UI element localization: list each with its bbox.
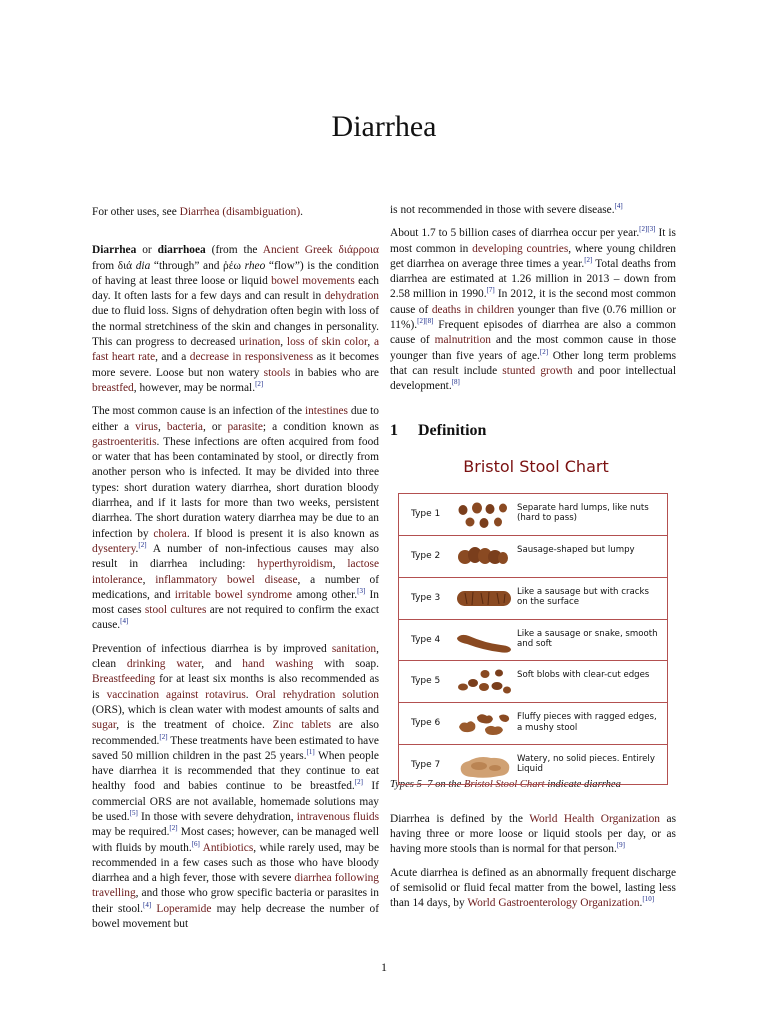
reference-link[interactable]: [2] — [584, 256, 593, 265]
chart-row — [399, 577, 667, 619]
paragraph — [390, 812, 676, 858]
type-label: Type 2 — [411, 551, 441, 562]
text-run: is not recommended in those with severe disease. — [390, 204, 615, 216]
wiki-link[interactable]: gastroenteritis — [92, 435, 157, 448]
text-run: or — [136, 244, 158, 257]
hatnote-suffix: . — [300, 206, 304, 218]
left-paragraphs — [92, 243, 379, 932]
reference-link[interactable]: [10] — [642, 895, 655, 904]
text-run: . — [639, 897, 643, 910]
wiki-link[interactable]: lactose intolerance — [92, 558, 379, 586]
page-title: Diarrhea — [331, 110, 437, 143]
reference-link[interactable]: [2] — [169, 824, 178, 833]
reference-link[interactable]: [4] — [614, 202, 623, 211]
wiki-link[interactable]: inflammatory bowel disease — [155, 573, 298, 586]
text-run: are also recommended. — [92, 719, 379, 747]
chart-table — [398, 493, 668, 785]
text-run: In those with severe dehydration, — [137, 810, 297, 823]
text-run: may be required. — [92, 826, 170, 839]
wiki-link[interactable]: bowel movements — [271, 274, 355, 287]
section-heading-definition — [390, 423, 676, 443]
text-run: These treatments have been estimated to have saved 50 million children in the past 25 years. — [92, 734, 379, 762]
wiki-link[interactable]: decrease in responsiveness — [189, 351, 314, 364]
bold-term: Diarrhea — [92, 244, 137, 257]
section-title: Definition — [418, 421, 487, 439]
text-run: , — [280, 336, 287, 349]
text-run: Other long term problems that can result include — [390, 349, 676, 377]
type-label: Type 3 — [411, 592, 441, 603]
chart-row — [399, 535, 667, 577]
text-run: “flow”) is the condition of having at least three loose or liquid — [92, 259, 379, 287]
left-column — [92, 205, 379, 940]
text-run: as it becomes more severe. Loose but non watery — [92, 351, 379, 379]
wiki-link[interactable]: dehydration — [324, 290, 379, 303]
text-run: Total deaths from diarrhea are estimated at 1.26 million in 2013 – down from 2.58 million in 1990. — [390, 257, 676, 301]
text-run: , and those who grow specific bacteria or parasites in their stool. — [92, 887, 379, 915]
wiki-link[interactable]: hyperthyroidism — [257, 558, 333, 571]
paragraph — [390, 203, 676, 218]
chart-row — [399, 660, 667, 702]
hatnote — [92, 205, 379, 220]
reference-link[interactable]: [2] — [539, 347, 549, 356]
wiki-link[interactable]: loss of skin color — [286, 336, 368, 349]
text-run: and the most common cause in those younger than five years of age. — [390, 334, 677, 362]
wiki-link[interactable]: διάρροια — [338, 244, 380, 257]
text-run: as having three or more loose or liquid stools per day, or as having more stools than is normal for that person. — [390, 812, 677, 856]
text-run: among other. — [292, 588, 358, 601]
text-run: In most cases — [92, 588, 380, 617]
text-run: A number of non-infectious causes may also result in diarrhea including: — [92, 542, 379, 571]
paragraph — [390, 226, 676, 394]
soft-blobs-icon — [455, 665, 513, 698]
text-run: . — [245, 688, 256, 701]
text-run: in babies who are — [290, 366, 379, 379]
text-run: , clean — [92, 642, 379, 671]
type-label: Type 4 — [411, 634, 441, 645]
type-description: Like a sausage or snake, smooth and soft — [517, 628, 658, 650]
text-run: , — [332, 558, 348, 571]
reference-link[interactable]: [5] — [129, 809, 138, 818]
type-description: Like a sausage but with cracks on the surface — [517, 586, 649, 608]
paragraph — [390, 866, 676, 912]
wiki-link[interactable]: Zinc tablets — [272, 719, 332, 732]
text-run: due to either a — [92, 405, 379, 433]
wiki-link[interactable]: World Gastroenterology Organization — [467, 897, 640, 910]
bristol-stool-chart — [390, 456, 676, 777]
wiki-link[interactable]: dysentery — [92, 542, 136, 555]
cracked-sausage-icon — [455, 582, 513, 615]
wiki-link[interactable]: deaths in children — [431, 303, 515, 316]
reference-link[interactable]: [8] — [451, 378, 460, 387]
text-run: About 1.7 to 5 billion cases of diarrhea occur per year. — [390, 227, 640, 240]
text-run: are not required to confirm the exact cause. — [92, 604, 379, 632]
text-run: “through” and ῥέω — [150, 259, 245, 272]
type-label: Type 7 — [411, 759, 441, 770]
italic-term: dia — [135, 259, 151, 272]
reference-link[interactable]: [6] — [191, 839, 200, 848]
chart-row — [399, 744, 667, 786]
wiki-link[interactable]: intravenous fluids — [296, 810, 379, 823]
wiki-link[interactable]: bacteria — [166, 420, 203, 433]
italic-term: rheo — [244, 259, 266, 272]
text-run: indicate diarrhea — [544, 778, 621, 790]
wiki-link[interactable]: a fast heart rate — [92, 336, 379, 364]
wiki-link[interactable]: irritable bowel syndrome — [174, 588, 293, 601]
text-run: In 2012, it is the second most common cause of — [390, 288, 676, 316]
watery-stool-icon — [455, 749, 513, 782]
separate-lumps-icon — [455, 498, 513, 531]
wiki-link[interactable]: developing countries — [472, 242, 569, 255]
reference-link[interactable]: [2] — [138, 541, 147, 550]
text-run: Most cases; however, can be managed well with fluids by mouth. — [92, 826, 379, 854]
text-run: ; a condition known as — [262, 420, 379, 433]
text-run: . — [135, 542, 139, 555]
type-label: Type 1 — [411, 508, 441, 519]
wiki-link[interactable]: drinking water — [126, 658, 202, 671]
chart-title: Bristol Stool Chart — [463, 456, 609, 476]
wiki-link[interactable]: virus — [135, 420, 158, 433]
wiki-link[interactable]: intestines — [304, 405, 348, 418]
wiki-link[interactable]: stunted growth — [502, 364, 573, 377]
paragraph — [92, 642, 379, 933]
reference-link[interactable]: [7] — [486, 286, 495, 295]
wiki-link[interactable]: diarrhea following travelling — [92, 872, 379, 900]
paragraph — [92, 404, 379, 633]
right-bottom-paragraphs — [390, 812, 676, 912]
paragraph — [92, 243, 379, 396]
reference-link[interactable]: [2][3] — [639, 225, 656, 234]
text-run: , — [142, 573, 156, 586]
text-run: , where young children get diarrhea on average three times a year. — [390, 242, 676, 270]
wiki-link[interactable]: cholera — [153, 527, 187, 540]
text-run: Prevention of infectious diarrhea is by improved — [92, 642, 332, 655]
text-run: (ORS), which is clean water with modest amounts of salts and — [92, 703, 379, 716]
text-run: due to fluid loss. Signs of dehydration often begin with loss of the normal stretchiness of the skin and changes in personality. This can progress to decreased — [92, 305, 379, 349]
wiki-link[interactable]: vaccination against rotavirus — [106, 688, 246, 701]
text-run: and poor intellectual development. — [390, 364, 676, 393]
chart-row — [399, 494, 667, 536]
text-run: Diarrhea is defined by the — [390, 812, 530, 825]
text-run: , a number of medications, and — [92, 573, 379, 601]
type-description: Soft blobs with clear-cut edges — [517, 670, 650, 681]
reference-link[interactable]: [3] — [357, 587, 366, 596]
chart-row — [399, 619, 667, 661]
wiki-link[interactable]: malnutrition — [434, 334, 491, 347]
wiki-link[interactable]: Breastfeeding — [92, 673, 156, 686]
reference-link[interactable]: [2] — [159, 732, 168, 741]
bold-term: diarrhoea — [157, 244, 206, 257]
wiki-link[interactable]: stools — [263, 366, 291, 379]
wiki-link[interactable]: Bristol Stool Chart — [463, 778, 545, 790]
lumpy-sausage-icon — [455, 540, 513, 573]
hatnote-text: For other uses, see — [92, 206, 180, 218]
text-run: Frequent episodes of diarrhea are also a common cause of — [390, 319, 676, 347]
wiki-link[interactable]: parasite — [227, 420, 263, 433]
text-run: When people have diarrhea it is recommended that they continue to eat healthy food and babies continue to be breastfed. — [92, 749, 379, 793]
section-number: 1 — [390, 421, 398, 439]
type-description: Fluffy pieces with ragged edges, a mushy stool — [517, 712, 657, 733]
text-run: . These infections are often acquired from food or water that has been contaminated by stool, or directly from another person who is infected. It may be divided into three types: short duration watery diarrhea, short duration bloody diarrhea, and if it lasts for more than two weeks, persistent diarrhea. The short duration watery diarrhea may be due to an infection by — [92, 435, 379, 540]
type-description: Separate hard lumps, like nuts (hard to pass) — [517, 502, 649, 524]
smooth-sausage-icon — [455, 624, 513, 657]
reference-link[interactable]: [9] — [616, 841, 625, 850]
wiki-link[interactable]: Antibiotics — [202, 841, 254, 854]
wiki-link[interactable]: Loperamide — [156, 902, 212, 915]
text-run: Types 5–7 on the — [390, 778, 464, 790]
text-run: from διά — [92, 259, 136, 272]
text-run: (from the — [205, 244, 263, 257]
chart-row — [399, 702, 667, 744]
wiki-link[interactable]: stool cultures — [144, 604, 207, 617]
wiki-link[interactable]: Ancient Greek — [262, 244, 333, 257]
text-run: , — [157, 420, 167, 433]
wiki-link[interactable]: hand washing — [242, 658, 314, 671]
text-run: , or — [202, 420, 228, 433]
text-run: , while rarely used, may be recommended in a few cases such as those who have bloody diarrhea and a high fever, those with severe — [92, 841, 379, 885]
reference-link[interactable]: [4] — [143, 900, 152, 909]
text-run: may help decrease the number of bowel movement but — [92, 902, 379, 931]
reference-link[interactable]: [1] — [306, 748, 315, 756]
text-run: The most common cause is an infection of the — [92, 405, 305, 418]
wiki-link[interactable]: World Health Organization — [529, 812, 661, 825]
reference-link[interactable]: [2] — [255, 380, 264, 389]
text-run: younger than five (0.76 million or 11%). — [390, 303, 676, 332]
wiki-link[interactable]: breastfed — [92, 381, 134, 394]
type-label: Type 6 — [411, 718, 441, 728]
text-run: Acute diarrhea is defined as an abnormally frequent discharge of semisolid or fluid fecal matter from the bowel, lasting less than 14 days, by — [390, 866, 676, 910]
disambiguation-link[interactable]: Diarrhea (disambiguation) — [179, 206, 301, 218]
wiki-link[interactable]: Oral rehydration solution — [255, 688, 380, 701]
text-run: , and a — [155, 351, 190, 364]
right-top-paragraphs — [390, 203, 676, 395]
wiki-link[interactable]: urination — [239, 336, 281, 349]
fluffy-pieces-icon — [455, 707, 513, 740]
text-run: , and — [201, 658, 243, 671]
reference-link[interactable]: [2] — [354, 778, 363, 787]
text-run: , — [367, 336, 374, 349]
text-run: , is the treatment of choice. — [116, 719, 273, 732]
wiki-link[interactable]: sanitation — [331, 642, 377, 655]
wiki-link[interactable]: sugar — [92, 719, 117, 732]
page-number: 1 — [381, 960, 387, 974]
type-description: Sausage-shaped but lumpy — [517, 545, 635, 556]
right-column — [390, 203, 676, 920]
text-run: each day. It often lasts for a few days and can result in — [92, 274, 379, 303]
text-run: It is most common in — [390, 227, 676, 255]
reference-link[interactable]: [2][8] — [417, 317, 434, 326]
text-run: with soap. — [313, 658, 379, 671]
reference-link[interactable]: [4] — [120, 617, 129, 626]
type-description: Watery, no solid pieces. Entirely Liquid — [517, 753, 655, 775]
type-label: Type 5 — [411, 676, 441, 687]
text-run: If commercial ORS are not available, homemade solutions may be used. — [92, 780, 380, 823]
text-run: for at least six months is also recommended as is — [92, 673, 379, 701]
text-run: . If blood is present it is also known as — [186, 527, 379, 540]
text-run: , however, may be normal. — [133, 381, 256, 394]
